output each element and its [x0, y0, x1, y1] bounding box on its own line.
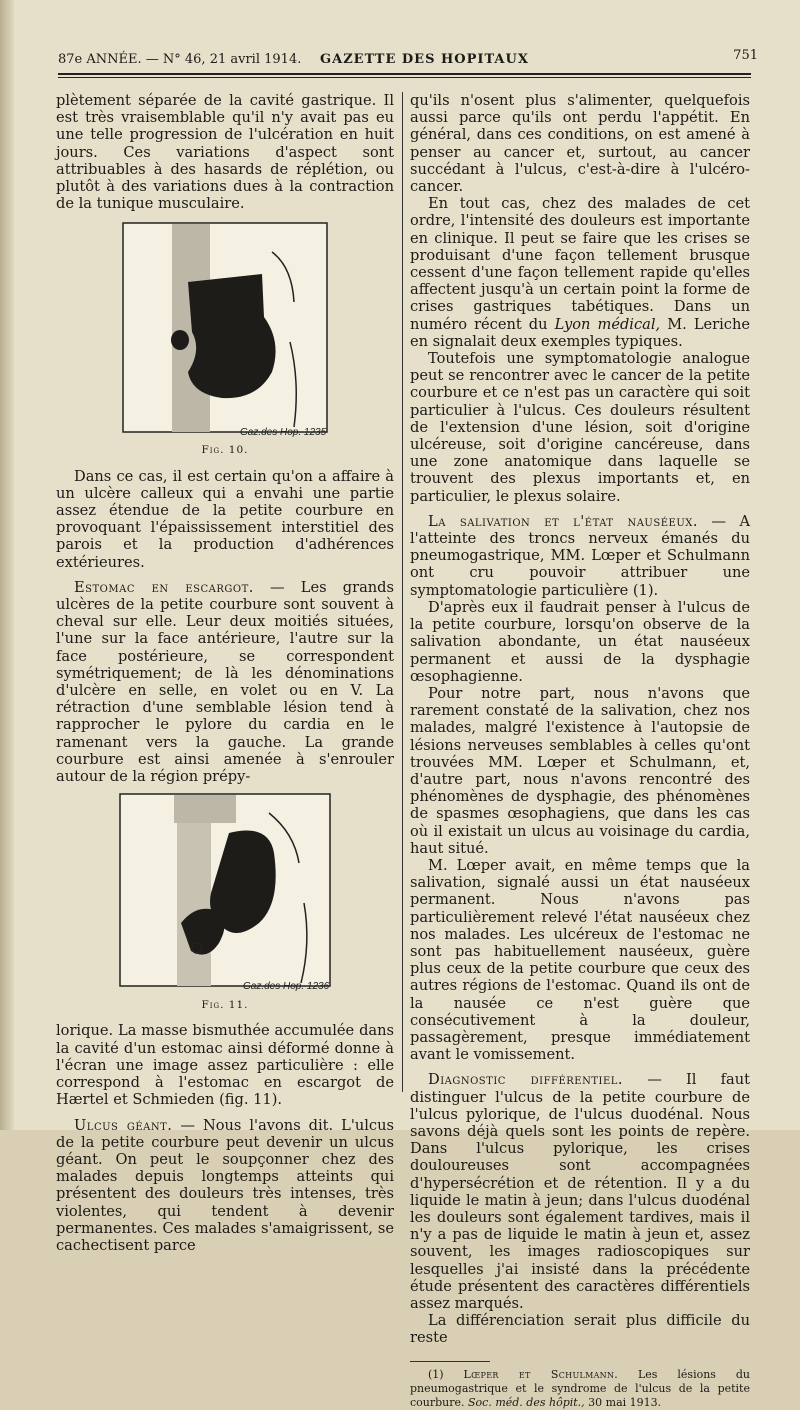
section-diagnostic [410, 1071, 750, 1312]
paragraph: plètement séparée de la cavité gastrique. Il est très vraisemblable qu'il n'y avait pas eu une telle progression de l'ulcération en huit jours. Ces variations d'aspect sont attribuables à des hasards de réplétion, ou plutôt à des variations dues à la contraction de la tunique musculaire. [56, 92, 394, 213]
paragraph: lorique. La masse bismuthée accumulée dans la cavité d'un estomac ainsi déformé donne à l'écran une image assez particulière : elle correspond à l'estomac en escargot de Hærtel et Schmieden (fig. 11). [56, 1022, 394, 1109]
footnote [410, 1368, 750, 1410]
running-header [58, 48, 758, 72]
figure-11-radiograph [119, 793, 331, 993]
section-heading: Estomac en escargot. [74, 578, 254, 596]
page-spine [0, 0, 14, 1130]
section-text: — Les grands ulcères de la petite courbure sont souvent à cheval sur elle. Leur deux moitiés situées, l'une sur la face antérieure, l'autre sur la face postérieure, se correspondent symétriquement; de là les dénominations d'ulcère en selle, en volet ou en V. La rétraction d'une semblable lésion tend à rapprocher le pylore du cardia en le ramenant vers la gauche. La grande courbure est ainsi amenée à s'enrouler autour de la région prépy- [56, 578, 394, 786]
section-salivation [410, 513, 750, 599]
section-estomac-escargot [56, 579, 394, 785]
section-heading: La salivation et l'état nauséeux. [428, 512, 698, 530]
figure-10 [122, 222, 328, 438]
journal-title: GAZETTE DES HOPITAUX [320, 52, 529, 67]
paragraph: La différenciation serait plus difficile du reste [410, 1312, 750, 1347]
section-text: — Nous l'avons dit. L'ulcus de la petite courbure peut devenir un ulcus géant. On peut le soupçonner chez des malades depuis longtemps atteints qui présentent des douleurs très intenses, très violentes, qui tendent à devenir permanentes. Ces malades s'amaigrissent, se cachectisent parce [56, 1116, 394, 1254]
figure-10-radiograph [122, 222, 328, 438]
header-rule-thin [58, 77, 751, 78]
column-divider [402, 92, 403, 1092]
section-text: — A l'atteinte des troncs nerveux émanés du pneumogastrique, MM. Lœper et Schulmann ont cru pouvoir attribuer une symptomatologie particulière (1). [410, 512, 750, 599]
figure-11 [119, 793, 331, 993]
footnote-number: (1) [428, 1367, 464, 1381]
page-number: 751 [733, 48, 758, 63]
paragraph-text: En tout cas, chez des malades de cet ordre, l'intensité des douleurs est importante en clinique. Il peut se faire que les crises se produisant d'une façon tellement brusque cessent d'une façon tellement rapide qu'elles affectent jusqu'à un certain point la forme de crises gastriques tabétiques. Dans un numéro récent du [410, 195, 750, 333]
section-text: — Il faut distinguer l'ulcus de la petite courbure de l'ulcus pylorique, de l'ulcus duodénal. Nous savons déjà quels sont les points de repère. Dans l'ulcus pylorique, les crises douloureuses sont accompagnées d'hypersécrétion et de rétention. Il y a du liquide le matin à jeun; dans l'ulcus duodénal les douleurs sont également tardives, mais il n'y a pas de liquide le matin à jeun et, assez souvent, les images radioscopiques sur lesquelles j'ai insisté dans la précédente étude présentent des caractères différentiels assez marqués. [410, 1071, 750, 1313]
paragraph-text: M. Leriche en signalait deux exemples typiques. [410, 315, 750, 350]
section-ulcus-geant [56, 1117, 394, 1255]
paragraph: Dans ce cas, il est certain qu'on a affaire à un ulcère calleux qui a envahi une partie assez étendue de la petite courbure en provoquant l'épaississement interstitiel des parois et la production d'adhérences extérieures. [56, 467, 394, 571]
header-rule-thick [58, 73, 751, 75]
paragraph: M. Lœper avait, en même temps que la salivation, signalé aussi un état nauséeux permanent. Nous n'avons pas particulièrement relevé l'état nauséeux chez nos malades. Les ulcéreux de l'estomac ne sont pas habituellement nauséeux, guère plus ceux de la petite courbure que ceux des autres régions de l'estomac. Quand ils ont de la nausée ce n'est guère que consécutivement à la douleur, passagèrement, presque immédiatement avant le vomissement. [410, 856, 750, 1064]
footnote-authors: Lœper et Schulmann. [463, 1367, 619, 1381]
paragraph [410, 195, 750, 350]
paragraph: D'après eux il faudrait penser à l'ulcus de la petite courbure, lorsqu'on observe de la salivation abondante, un état nauséeux permanent et aussi de la dysphagie œsophagienne. [410, 598, 750, 685]
figure-10-stamp: Gaz.des Hop. 1235 [240, 427, 327, 439]
journal-reference: Lyon médical, [554, 315, 661, 333]
section-heading: Ulcus géant. [74, 1116, 173, 1134]
footnote-rule [410, 1361, 490, 1362]
figure-11-stamp: Gaz.des Hop. 1236 [243, 981, 330, 993]
paragraph: qu'ils n'osent plus s'alimenter, quelquefois aussi parce qu'ils ont perdu l'appétit. En général, dans ces conditions, on est amené à penser au cancer et, surtout, au cancer succédant à l'ulcus, c'est-à-dire à l'ulcéro-cancer. [410, 92, 750, 196]
left-column [56, 92, 394, 1254]
footnote-date: 30 mai 1913. [584, 1395, 662, 1409]
figure-10-caption: Fig. 10. [201, 444, 249, 457]
right-column [410, 92, 750, 1410]
issue-info: 87e ANNÉE. — N° 46, 21 avril 1914. [58, 52, 302, 67]
paragraph: Toutefois une symptomatologie analogue peut se rencontrer avec le cancer de la petite courbure et ce n'est pas un caractère qui soit particulier à l'ulcus. Ces douleurs résultent de l'extension d'une lésion, soit d'origine ulcéreuse, soit d'origine cancéreuse, dans une zone anatomique dans laquelle se trouvent des plexus importants et, en particulier, le plexus solaire. [410, 350, 750, 505]
footnote-text: Les lésions du pneumogastrique et le syndrome de l'ulcus de la petite courbure. [410, 1367, 750, 1409]
footnote-source: Soc. méd. des hôpit., [468, 1395, 585, 1409]
figure-11-caption: Fig. 11. [201, 999, 249, 1012]
section-heading: Diagnostic différentiel. [428, 1071, 624, 1089]
paragraph: Pour notre part, nous n'avons que rarement constaté de la salivation, chez nos malades, malgré l'existence à l'autopsie de lésions nerveuses semblables à celles qu'ont trouvées MM. Lœper et Schulmann, et, d'autre part, nous n'avons rencontré des phénomènes de dysphagie, des phénomènes de spasmes œsophagiens, que dans les cas où il existait un ulcus au voisinage du cardia, haut situé. [410, 684, 750, 857]
